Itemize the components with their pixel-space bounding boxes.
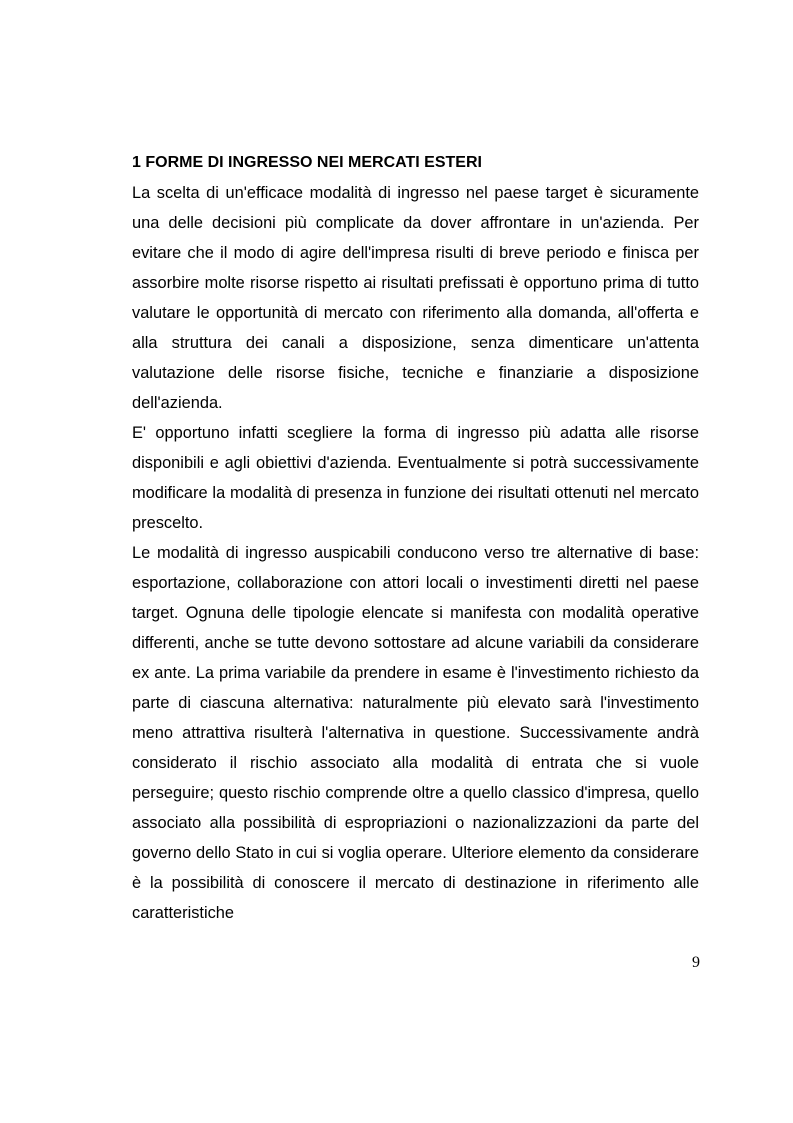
page-number: 9 [692, 954, 700, 971]
page-body [132, 148, 699, 928]
paragraph-1: La scelta di un'efficace modalità di ingresso nel paese target è sicuramente una delle decisioni più complicate da dover affrontare in un'azienda. Per evitare che il modo di agire dell'impresa risulti di breve periodo e finisca per assorbire molte risorse rispetto ai risultati prefissati è opportuno prima di tutto valutare le opportunità di mercato con riferimento alla domanda, all'offerta e alla struttura dei canali a disposizione, senza dimenticare un'attenta valutazione delle risorse fisiche, tecniche e finanziarie a disposizione dell'azienda. [132, 184, 699, 412]
section-heading: 1 FORME DI INGRESSO NEI MERCATI ESTERI [132, 154, 482, 171]
paragraph-3: Le modalità di ingresso auspicabili conducono verso tre alternative di base: esportazione, collaborazione con attori locali o investimenti diretti nel paese target. Ognuna delle tipologie elencate si manifesta con modalità operative differenti, anche se tutte devono sottostare ad alcune variabili da considerare ex ante. La prima variabile da prendere in esame è l'investimento richiesto da parte di ciascuna alternativa: naturalmente più elevato sarà l'investimento meno attrattiva risulterà l'alternativa in questione. Successivamente andrà considerato il rischio associato alla modalità di entrata che si vuole perseguire; questo rischio comprende oltre a quello classico d'impresa, quello associato alla possibilità di espropriazioni o nazionalizzazioni da parte del governo dello Stato in cui si voglia operare. Ulteriore elemento da considerare è la possibilità di conoscere il mercato di destinazione in riferimento alle caratteristiche [132, 544, 699, 922]
paragraph-2: E' opportuno infatti scegliere la forma di ingresso più adatta alle risorse disponibili e agli obiettivi d'azienda. Eventualmente si potrà successivamente modificare la modalità di presenza in funzione dei risultati ottenuti nel mercato prescelto. [132, 424, 699, 532]
